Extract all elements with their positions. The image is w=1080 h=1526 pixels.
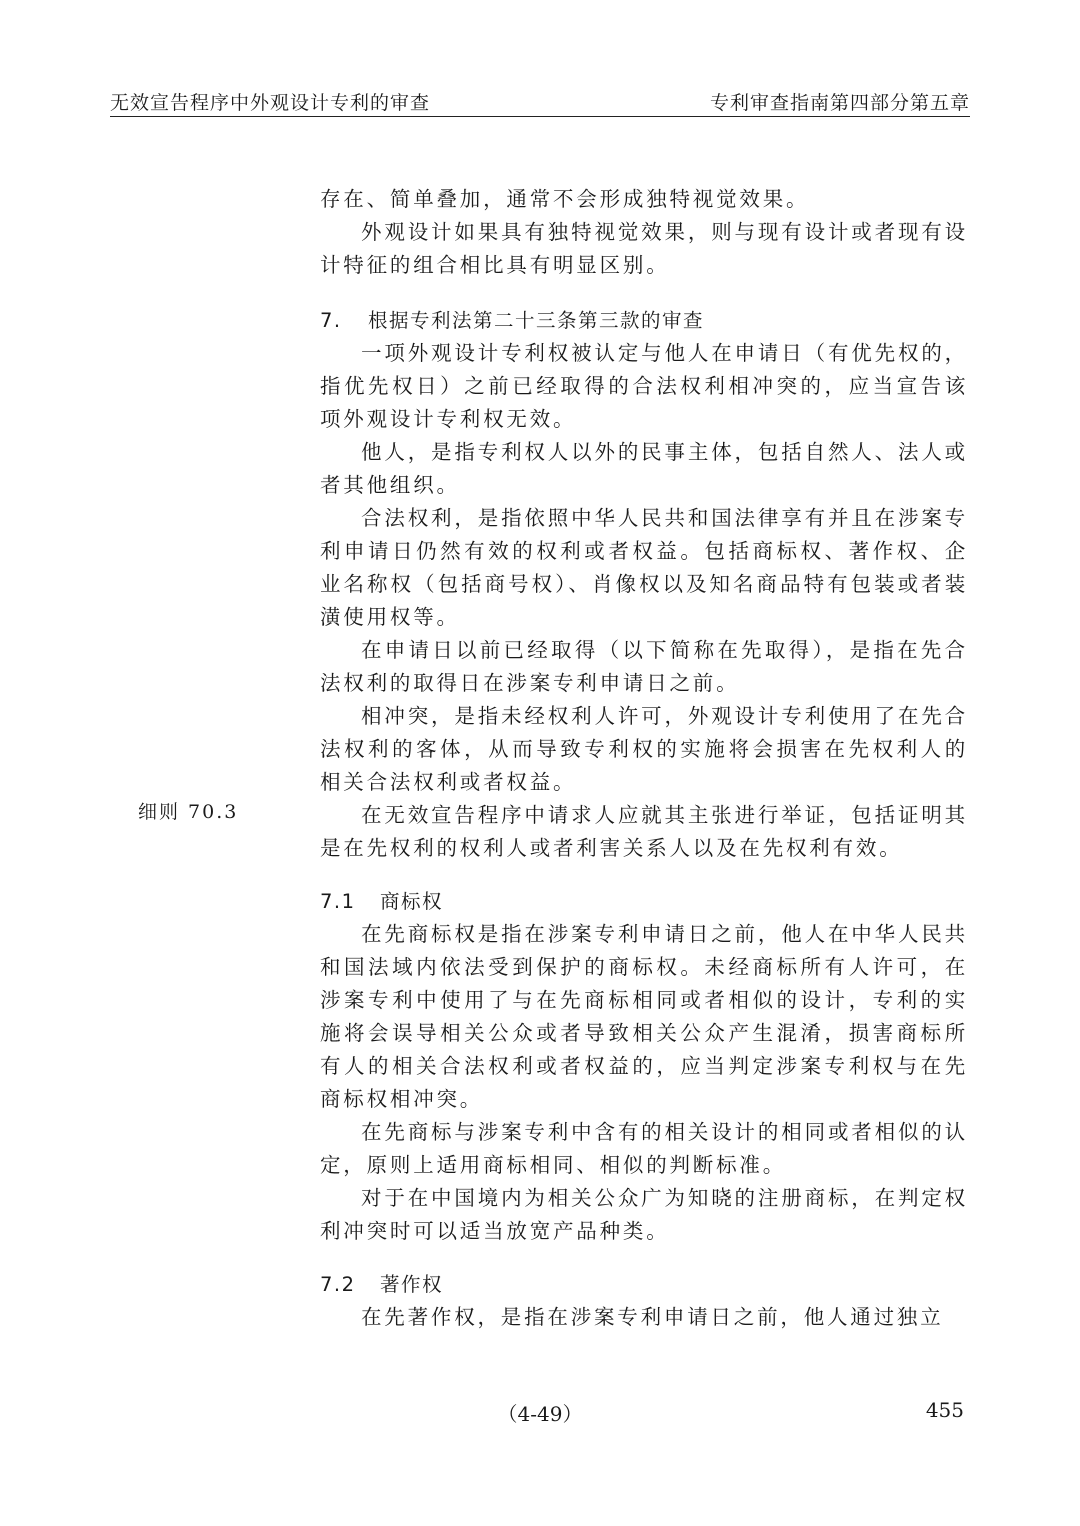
- paragraph: 外观设计如果具有独特视觉效果，则与现有设计或者现有设计特征的组合相比具有明显区别。: [320, 220, 968, 277]
- section-title: 根据专利法第二十三条第三款的审查: [368, 309, 705, 332]
- paragraph: 在无效宣告程序中请求人应就其主张进行举证，包括证明其是在先权利的权利人或者利害关系人以及在先权利有效。: [320, 803, 968, 860]
- section-page-label: （4-49）: [497, 1402, 583, 1426]
- paragraph: 存在、简单叠加，通常不会形成独特视觉效果。: [320, 187, 810, 211]
- paragraph: 在申请日以前已经取得（以下简称在先取得），是指在先合法权利的取得日在涉案专利申请日之前。: [320, 638, 968, 695]
- paragraph: 相冲突，是指未经权利人许可，外观设计专利使用了在先合法权利的客体，从而导致专利权的实施将会损害在先权利人的相关合法权利或者权益。: [320, 704, 968, 794]
- section-heading-7-1: [320, 885, 968, 918]
- main-text: [320, 183, 968, 1334]
- paragraph: 对于在中国境内为相关公众广为知晓的注册商标，在判定权利冲突时可以适当放宽产品种类。: [320, 1186, 968, 1243]
- margin-note: 细则 70.3: [138, 801, 239, 823]
- section-number: 7.2: [320, 1273, 356, 1296]
- page-number: 455: [925, 1398, 964, 1422]
- paragraph: 合法权利，是指依照中华人民共和国法律享有并且在涉案专利申请日仍然有效的权利或者权益。包括商标权、著作权、企业名称权（包括商号权）、肖像权以及知名商品特有包装或者装潢使用权等。: [320, 506, 968, 629]
- paragraph: 他人，是指专利权人以外的民事主体，包括自然人、法人或者其他组织。: [320, 440, 968, 497]
- paragraph: 在先著作权，是指在涉案专利申请日之前，他人通过独立: [361, 1305, 944, 1329]
- running-header: [110, 86, 970, 117]
- section-heading-7-2: [320, 1268, 968, 1301]
- section-title: 著作权: [380, 1273, 444, 1296]
- section-heading-7: [320, 304, 968, 337]
- section-title: 商标权: [380, 890, 444, 913]
- paragraph: 在先商标与涉案专利中含有的相关设计的相同或者相似的认定，原则上适用商标相同、相似的判断标准。: [320, 1120, 968, 1177]
- section-number: 7.: [320, 309, 342, 332]
- paragraph: 在先商标权是指在涉案专利申请日之前，他人在中华人民共和国法域内依法受到保护的商标权。未经商标所有人许可，在涉案专利中使用了与在先商标相同或者相似的设计，专利的实施将会误导相关公众或者导致相关公众产生混淆，损害商标所有人的相关合法权利或者权益的，应当判定涉案专利权与在先商标权相冲突。: [320, 922, 968, 1111]
- paragraph: 一项外观设计专利权被认定与他人在申请日（有优先权的，指优先权日）之前已经取得的合法权利相冲突的，应当宣告该项外观设计专利权无效。: [320, 341, 968, 431]
- header-book-section: 专利审查指南第四部分第五章: [709, 92, 970, 114]
- header-chapter-title: 无效宣告程序中外观设计专利的审查: [110, 92, 431, 114]
- section-number: 7.1: [320, 890, 356, 913]
